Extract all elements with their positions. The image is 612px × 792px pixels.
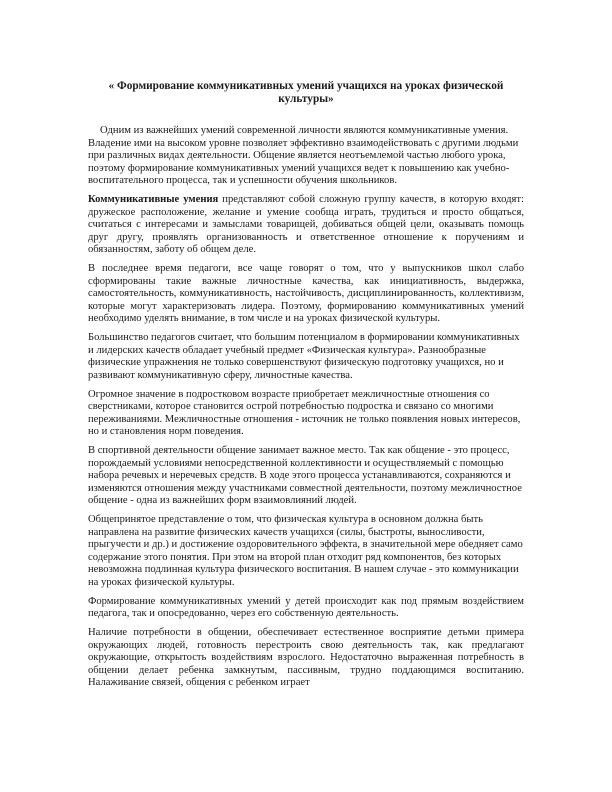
paragraph (88, 125, 524, 188)
paragraph-text: Формирование коммуникативных умений у детей происходит как под прямым воздействием педагога, так и опосредованно, через его собственную деятельность. (88, 595, 524, 619)
paragraph-text: Большинство педагогов считает, что большим потенциалом в формировании коммуникативных и лидерских качеств обладает учебный предмет «Физическая культура». Разнообразные физические упражнения не только совершенствуют физическую подготовку учащихся, но и развивают коммуникативную сферу, личностные качества. (88, 332, 520, 381)
paragraph (88, 332, 524, 382)
document-body (88, 125, 524, 696)
paragraph (88, 596, 524, 621)
paragraph (88, 389, 524, 439)
paragraph-text: В последнее время педагоги, все чаще говорят о том, что у выпускников школ слабо сформированы такие важные личностные качества, как инициативность, выдержка, самостоятельность, коммуникативность, настойчивость, дисциплинированность, коллективизм, которые могут характеризовать лидера. Поэтому, формированию коммуникативных умений необходимо уделять внимание, в том числе и на уроках физической культуры. (88, 263, 524, 324)
paragraph-lead: Коммуникативные умения (88, 194, 219, 205)
document-title: « Формирование коммуникативных умений учащихся на уроках физической культуры» (108, 80, 504, 105)
paragraph (88, 445, 524, 508)
paragraph-text: представляют собой сложную группу качеств, в которую входят: дружеское расположение, желание и умение сообща играть, трудиться и просто общаться, считаться с интересами и замыслами товарищей, добиваться общей цели, оказывать помощь друг другу, проявлять организованность и ответственное отношение к поручениям и обязанностям, заботу об общем деле. (88, 194, 525, 255)
paragraph-text: Наличие потребности в общении, обеспечивает естественное восприятие детьми примера окружающих людей, готовность перестроить свою деятельность так, как предлагают окружающие, открытость воздействиям взрослого. Недостаточно выраженная потребность в общении делает ребенка замкнутым, пассивным, трудно поддающимся воспитанию. Налаживание связей, общения с ребенком играет (88, 627, 524, 688)
paragraph-text: Одним из важнейших умений современной личности являются коммуникативные умения. Владение ими на высоком уровне позволяет эффективно взаимодействовать с другими людьми при различных видах деятельности. Общение является неотъемлемой частью любого урока, поэтому формирование коммуникативных умений учащихся ведет к повышению как учебно-воспитательного процесса, так и успешности обучения школьников. (88, 125, 519, 186)
paragraph-text: В спортивной деятельности общение занимает важное место. Так как общение - это процесс, порождаемый условиями непосредственной коллективности и осуществляемый с помощью набора речевых и неречевых средств. В ходе этого процесса устанавливаются, сохраняются и изменяются отношения между участниками совместной деятельности, поэтому межличностное общение - одна из важнейших форм взаимовлияний людей. (88, 445, 522, 506)
paragraph (88, 627, 524, 690)
paragraph (88, 263, 524, 326)
paragraph-text: Общепринятое представление о том, что физическая культура в основном должна быть направлена на развитие физических качеств учащихся (силы, быстроты, выносливости, прыгучести и др.) и достижение оздоровительного эффекта, в значительной мере обедняет само содержание этого понятия. При этом на второй план отходит ряд компонентов, без которых невозможна подлинная культура физического воспитания. В нашем случае - это коммуникации на уроках физической культуры. (88, 514, 523, 588)
paragraph (88, 514, 524, 589)
paragraph (88, 194, 524, 257)
paragraph-text: Огромное значение в подростковом возрасте приобретает межличностные отношения со сверстниками, которое становится острой потребностью подростка и связано со многими переживаниями. Межличностные отношения - источник не только появления новых интересов, но и становления норм поведения. (88, 388, 521, 437)
